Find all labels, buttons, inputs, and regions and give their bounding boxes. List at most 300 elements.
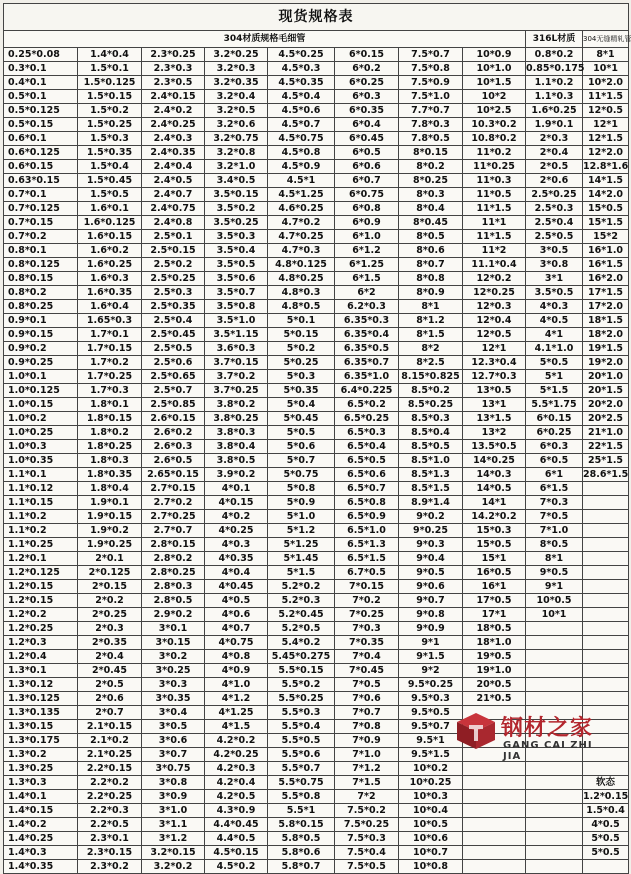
table-cell: 5.5*0.3 — [268, 706, 335, 720]
table-cell: 1.0*0.3 — [4, 440, 78, 454]
table-cell: 1.2*0.15 — [4, 580, 78, 594]
table-cell: 3*0.2 — [142, 650, 205, 664]
table-cell: 4.5*0.75 — [268, 132, 335, 146]
table-cell: 2.5*0.1 — [142, 230, 205, 244]
table-cell: 5*1 — [526, 370, 583, 384]
table-cell: 6*0.25 — [335, 76, 399, 90]
table-cell: 1.8*0.2 — [78, 426, 142, 440]
table-cell — [463, 804, 526, 818]
table-cell: 7*0.6 — [335, 692, 399, 706]
table-cell: 1.7*0.25 — [78, 370, 142, 384]
table-row — [4, 398, 629, 412]
table-cell: 3.7*0.2 — [205, 370, 268, 384]
table-cell: 0.25*0.08 — [4, 48, 78, 62]
table-cell: 1.6*0.2 — [78, 244, 142, 258]
table-cell — [583, 566, 629, 580]
table-cell: 9*0.25 — [399, 524, 463, 538]
table-cell: 13*1.5 — [463, 412, 526, 426]
table-cell: 14*0.5 — [463, 482, 526, 496]
table-cell: 2.4*0.8 — [142, 216, 205, 230]
table-row — [4, 104, 629, 118]
table-cell: 4.5*0.4 — [268, 90, 335, 104]
table-cell: 3.2*0.3 — [205, 62, 268, 76]
table-cell: 2.1*0.25 — [78, 748, 142, 762]
table-cell: 10*0.3 — [399, 790, 463, 804]
table-cell: 1.5*0.4 — [583, 804, 629, 818]
table-cell: 4.8*0.3 — [268, 286, 335, 300]
table-cell: 9*0.6 — [399, 580, 463, 594]
table-cell: 2.8*0.25 — [142, 566, 205, 580]
table-cell: 8*0.25 — [399, 174, 463, 188]
table-cell: 18*1.0 — [463, 636, 526, 650]
table-cell: 5*0.5 — [526, 356, 583, 370]
table-cell — [463, 860, 526, 874]
table-cell: 6*0.25 — [526, 426, 583, 440]
table-cell — [526, 846, 583, 860]
table-cell: 5.5*0.2 — [268, 678, 335, 692]
table-cell: 19*2.0 — [583, 356, 629, 370]
table-cell: 7.5*0.2 — [335, 804, 399, 818]
table-cell: 1.9*0.2 — [78, 524, 142, 538]
table-cell — [583, 860, 629, 874]
table-cell: 3.5*0.7 — [205, 286, 268, 300]
table-cell: 5*0.8 — [268, 482, 335, 496]
table-cell: 3.5*0.2 — [205, 202, 268, 216]
table-cell — [583, 510, 629, 524]
table-cell: 1.6*0.125 — [78, 216, 142, 230]
table-cell: 4*0.2 — [205, 510, 268, 524]
table-cell: 5.2*0.2 — [268, 580, 335, 594]
table-cell: 5.8*0.6 — [268, 846, 335, 860]
table-cell: 0.5*0.1 — [4, 90, 78, 104]
table-cell: 0.63*0.15 — [4, 174, 78, 188]
table-cell: 8*0.2 — [399, 160, 463, 174]
table-cell: 2*0.15 — [78, 580, 142, 594]
table-cell — [463, 776, 526, 790]
table-cell: 4.2*0.3 — [205, 762, 268, 776]
table-cell: 6.2*0.3 — [335, 300, 399, 314]
table-cell: 1.3*0.135 — [4, 706, 78, 720]
table-cell: 12*1.5 — [583, 132, 629, 146]
table-cell — [583, 538, 629, 552]
table-cell: 9*1.5 — [399, 650, 463, 664]
table-cell: 4*0.9 — [205, 664, 268, 678]
table-cell: 1.4*0.4 — [78, 48, 142, 62]
table-cell: 8*0.8 — [399, 272, 463, 286]
table-cell: 18*1.5 — [583, 314, 629, 328]
table-cell: 4*0.35 — [205, 552, 268, 566]
table-cell: 1.5*0.15 — [78, 90, 142, 104]
table-cell: 5*1.45 — [268, 552, 335, 566]
table-cell: 0.5*0.15 — [4, 118, 78, 132]
table-cell: 6.35*0.4 — [335, 328, 399, 342]
table-cell: 8.5*0.3 — [399, 412, 463, 426]
table-cell: 2.5*0.3 — [526, 202, 583, 216]
table-cell: 1.2*0.1 — [4, 552, 78, 566]
table-row — [4, 692, 629, 706]
table-cell: 8.5*1.5 — [399, 482, 463, 496]
table-cell: 1.2*0.2 — [4, 608, 78, 622]
table-cell — [583, 552, 629, 566]
table-cell: 3.7*0.25 — [205, 384, 268, 398]
table-cell: 4.8*0.25 — [268, 272, 335, 286]
table-cell: 1.7*0.2 — [78, 356, 142, 370]
table-cell: 1.5*0.5 — [78, 188, 142, 202]
table-cell: 2.5*0.45 — [142, 328, 205, 342]
table-cell: 4.5*0.2 — [205, 860, 268, 874]
table-cell: 8*1 — [399, 300, 463, 314]
table-cell: 6*1.2 — [335, 244, 399, 258]
table-cell: 6.5*0.5 — [335, 454, 399, 468]
table-row — [4, 552, 629, 566]
table-cell: 16*1.0 — [583, 244, 629, 258]
table-row — [4, 510, 629, 524]
table-row — [4, 636, 629, 650]
table-cell: 1.8*0.15 — [78, 412, 142, 426]
table-cell: 6.5*0.2 — [335, 398, 399, 412]
table-cell: 8*1 — [526, 552, 583, 566]
table-cell: 3*0.5 — [526, 244, 583, 258]
table-cell: 6.5*0.9 — [335, 510, 399, 524]
table-cell: 4.5*0.6 — [268, 104, 335, 118]
table-row — [4, 776, 629, 790]
table-cell: 5.5*0.8 — [268, 790, 335, 804]
table-cell: 4.5*0.9 — [268, 160, 335, 174]
table-row — [4, 790, 629, 804]
table-row — [4, 622, 629, 636]
table-cell: 7*0.9 — [335, 734, 399, 748]
table-cell: 5.5*0.25 — [268, 692, 335, 706]
table-cell: 11*1.5 — [463, 230, 526, 244]
table-cell: 9.5*0.5 — [399, 706, 463, 720]
table-cell: 5*0.1 — [268, 314, 335, 328]
table-row — [4, 566, 629, 580]
table-cell: 3*0.8 — [142, 776, 205, 790]
table-cell: 7*0.8 — [335, 720, 399, 734]
table-cell: 20*2.0 — [583, 398, 629, 412]
table-row — [4, 90, 629, 104]
table-cell: 15*0.5 — [463, 538, 526, 552]
table-row — [4, 118, 629, 132]
table-cell: 9.5*0.7 — [399, 720, 463, 734]
table-cell: 8*0.9 — [399, 286, 463, 300]
table-cell: 15*1 — [463, 552, 526, 566]
table-cell: 0.4*0.1 — [4, 76, 78, 90]
table-row — [4, 412, 629, 426]
table-row — [4, 496, 629, 510]
table-cell: 12*2.0 — [583, 146, 629, 160]
table-cell: 1.5*0.45 — [78, 174, 142, 188]
table-cell: 9*0.8 — [399, 608, 463, 622]
table-cell: 2.6*0.3 — [142, 440, 205, 454]
table-cell: 9*1 — [526, 580, 583, 594]
table-cell: 7*1.5 — [335, 776, 399, 790]
table-cell: 3.5*1.15 — [205, 328, 268, 342]
table-cell: 7.5*0.25 — [335, 818, 399, 832]
table-cell: 6*0.5 — [526, 454, 583, 468]
table-cell: 4*0.75 — [205, 636, 268, 650]
table-cell: 11*2 — [463, 244, 526, 258]
table-cell: 5.5*0.6 — [268, 748, 335, 762]
table-cell: 19*1.5 — [583, 342, 629, 356]
table-cell: 1.1*0.2 — [4, 524, 78, 538]
table-cell: 6*2 — [335, 286, 399, 300]
table-cell: 5*0.9 — [268, 496, 335, 510]
table-cell: 1.4*0.2 — [4, 818, 78, 832]
table-cell: 1.3*0.125 — [4, 692, 78, 706]
table-cell: 3.8*0.25 — [205, 412, 268, 426]
table-cell: 2.2*0.25 — [78, 790, 142, 804]
table-cell: 10*1 — [583, 62, 629, 76]
table-cell: 3*0.5 — [142, 720, 205, 734]
table-row — [4, 454, 629, 468]
table-row — [4, 48, 629, 62]
table-cell: 3.2*0.25 — [205, 48, 268, 62]
table-row — [4, 174, 629, 188]
table-cell: 3.8*0.3 — [205, 426, 268, 440]
table-cell: 1.1*0.25 — [4, 538, 78, 552]
table-cell: 21*0.5 — [463, 692, 526, 706]
table-cell: 9.5*1 — [399, 734, 463, 748]
table-cell: 3.2*0.2 — [142, 860, 205, 874]
table-cell: 8*0.15 — [399, 146, 463, 160]
table-cell: 4.6*0.25 — [268, 202, 335, 216]
cube-logo-icon — [455, 711, 497, 751]
table-cell: 2.2*0.5 — [78, 818, 142, 832]
table-cell: 1.2*0.4 — [4, 650, 78, 664]
table-cell: 25*1.5 — [583, 454, 629, 468]
table-cell: 6*1.25 — [335, 258, 399, 272]
table-cell: 4.8*0.5 — [268, 300, 335, 314]
table-cell: 0.7*0.2 — [4, 230, 78, 244]
table-cell: 8*1 — [583, 48, 629, 62]
table-cell: 17*2.0 — [583, 300, 629, 314]
group-header-seamless: 304无缝精轧管 — [583, 31, 629, 48]
table-cell: 1.8*0.35 — [78, 468, 142, 482]
table-row — [4, 594, 629, 608]
table-cell: 7*0.4 — [335, 650, 399, 664]
table-cell: 1.0*0.125 — [4, 384, 78, 398]
table-cell: 16*1.5 — [583, 258, 629, 272]
table-row — [4, 146, 629, 160]
table-row — [4, 678, 629, 692]
page-title: 现货规格表 — [4, 4, 629, 31]
table-cell — [526, 860, 583, 874]
table-cell: 3.2*0.8 — [205, 146, 268, 160]
table-cell — [526, 776, 583, 790]
table-cell: 11*0.3 — [463, 174, 526, 188]
table-cell: 1.1*0.2 — [526, 76, 583, 90]
table-cell: 3*0.1 — [142, 622, 205, 636]
table-cell: 0.8*0.2 — [4, 286, 78, 300]
watermark-logo — [455, 709, 605, 762]
table-row — [4, 608, 629, 622]
table-cell — [526, 762, 583, 776]
table-cell: 1.1*0.3 — [526, 90, 583, 104]
table-cell: 17*1 — [463, 608, 526, 622]
table-cell: 10*0.7 — [399, 846, 463, 860]
table-cell: 6.5*0.4 — [335, 440, 399, 454]
table-cell — [583, 496, 629, 510]
table-cell: 1.2*0.15 — [583, 790, 629, 802]
table-cell: 7.5*1.0 — [399, 90, 463, 104]
table-row — [4, 846, 629, 860]
table-cell: 5*0.7 — [268, 454, 335, 468]
table-cell: 2*0.4 — [526, 146, 583, 160]
table-cell: 2*0.5 — [78, 678, 142, 692]
table-cell: 11*0.25 — [463, 160, 526, 174]
table-cell: 3.5*0.3 — [205, 230, 268, 244]
table-cell: 8.9*1.4 — [399, 496, 463, 510]
table-cell: 1.5*0.2 — [78, 104, 142, 118]
table-cell: 10*2.5 — [463, 104, 526, 118]
table-cell: 11.1*0.4 — [463, 258, 526, 272]
table-cell: 12*0.2 — [463, 272, 526, 286]
table-cell: 16*2.0 — [583, 272, 629, 286]
table-cell: 0.8*0.2 — [526, 48, 583, 62]
table-cell: 10*1.5 — [463, 76, 526, 90]
table-cell: 1.6*0.25 — [526, 104, 583, 118]
table-cell: 6*0.8 — [335, 202, 399, 216]
table-cell: 4*0.5 — [205, 594, 268, 608]
table-cell: 3.2*0.6 — [205, 118, 268, 132]
table-cell: 2.6*0.15 — [142, 412, 205, 426]
table-cell — [463, 846, 526, 860]
table-cell: 3.5*0.5 — [205, 258, 268, 272]
table-cell: 2.8*0.3 — [142, 580, 205, 594]
table-row — [4, 286, 629, 300]
table-cell: 0.3*0.1 — [4, 62, 78, 76]
table-cell — [583, 524, 629, 538]
table-cell: 1.3*0.12 — [4, 678, 78, 692]
table-cell: 6.4*0.225 — [335, 384, 399, 398]
table-cell: 7.5*0.9 — [399, 76, 463, 90]
table-cell: 3.2*0.35 — [205, 76, 268, 90]
table-cell: 1.9*0.1 — [526, 118, 583, 132]
table-cell: 4.7*0.25 — [268, 230, 335, 244]
table-cell: 13.5*0.5 — [463, 440, 526, 454]
table-cell — [526, 832, 583, 846]
table-row — [4, 762, 629, 776]
table-cell: 2.5*0.35 — [142, 300, 205, 314]
table-cell: 5.8*0.7 — [268, 860, 335, 874]
table-cell: 5*0.75 — [268, 468, 335, 482]
table-cell: 1.3*0.175 — [4, 734, 78, 748]
table-cell: 3*1.1 — [142, 818, 205, 832]
table-cell: 6*0.15 — [526, 412, 583, 426]
table-cell: 1.6*0.4 — [78, 300, 142, 314]
table-cell: 3.6*0.3 — [205, 342, 268, 356]
table-cell: 3*0.15 — [142, 636, 205, 650]
table-cell — [583, 580, 629, 594]
table-cell: 10*1 — [526, 608, 583, 622]
table-row — [4, 300, 629, 314]
table-cell: 3.9*0.2 — [205, 468, 268, 482]
table-cell: 1.0*0.35 — [4, 454, 78, 468]
table-cell: 12*0.5 — [583, 104, 629, 118]
table-cell: 3.7*0.15 — [205, 356, 268, 370]
table-cell: 12.8*1.6 — [583, 160, 629, 172]
table-cell: 2*0.45 — [78, 664, 142, 678]
table-cell: 1.4*0.1 — [4, 790, 78, 804]
table-cell: 3.5*0.4 — [205, 244, 268, 258]
table-cell: 1.4*0.35 — [4, 860, 78, 874]
table-cell: 4.5*0.25 — [268, 48, 335, 62]
table-row — [4, 76, 629, 90]
table-cell: 1.4*0.15 — [4, 804, 78, 818]
table-cell: 1.2*0.25 — [4, 622, 78, 636]
table-cell: 0.8*0.25 — [4, 300, 78, 314]
table-cell: 2.5*0.5 — [526, 230, 583, 244]
table-cell: 1.8*0.1 — [78, 398, 142, 412]
table-row — [4, 482, 629, 496]
table-cell: 7.5*0.7 — [399, 48, 463, 62]
table-cell: 8*1.5 — [399, 328, 463, 342]
table-cell: 2.5*0.6 — [142, 356, 205, 370]
table-cell: 10*0.5 — [526, 594, 583, 608]
table-row — [4, 650, 629, 664]
table-cell: 10*2 — [463, 90, 526, 104]
table-cell: 5*0.4 — [268, 398, 335, 412]
table-cell: 2.7*0.2 — [142, 496, 205, 510]
table-cell: 2*0.5 — [526, 160, 583, 174]
table-cell: 11*1 — [463, 216, 526, 230]
table-cell: 6*1 — [526, 468, 583, 482]
table-cell: 20*1.0 — [583, 370, 629, 384]
table-cell: 4.2*0.5 — [205, 790, 268, 804]
table-cell — [526, 804, 583, 818]
table-cell: 2*0.35 — [78, 636, 142, 650]
table-cell — [583, 608, 629, 622]
table-cell: 2*0.4 — [78, 650, 142, 664]
table-cell: 10*0.9 — [463, 48, 526, 62]
table-cell: 3*0.3 — [142, 678, 205, 692]
table-cell: 7.5*0.3 — [335, 832, 399, 846]
table-cell: 5*0.45 — [268, 412, 335, 426]
table-cell: 3*1.0 — [142, 804, 205, 818]
table-cell: 1.5*0.4 — [78, 160, 142, 174]
table-cell: 6*0.4 — [335, 118, 399, 132]
table-cell — [583, 692, 629, 706]
table-cell: 5*0.5 — [583, 832, 629, 846]
table-cell: 5*1.25 — [268, 538, 335, 552]
table-cell: 12*0.4 — [463, 314, 526, 328]
table-cell: 2.4*0.25 — [142, 118, 205, 132]
table-cell: 5*1.5 — [268, 566, 335, 580]
table-cell: 2.9*0.2 — [142, 608, 205, 622]
table-cell — [583, 678, 629, 692]
table-cell: 0.5*0.125 — [4, 104, 78, 118]
table-cell: 4.5*0.3 — [268, 62, 335, 76]
table-cell: 5*0.2 — [268, 342, 335, 356]
table-cell: 6*1.0 — [335, 230, 399, 244]
table-cell: 2.3*0.5 — [142, 76, 205, 90]
table-cell: 5.2*0.5 — [268, 622, 335, 636]
table-cell: 1.5*0.35 — [78, 146, 142, 160]
table-cell: 4.5*1 — [268, 174, 335, 188]
table-cell — [583, 636, 629, 650]
table-cell: 6*0.2 — [335, 62, 399, 76]
table-cell: 1.8*0.25 — [78, 440, 142, 454]
table-cell: 1.7*0.3 — [78, 384, 142, 398]
table-cell: 9*0.5 — [526, 566, 583, 580]
table-row — [4, 538, 629, 552]
table-row — [4, 62, 629, 76]
table-cell: 3.8*0.5 — [205, 454, 268, 468]
table-cell: 1.5*0.3 — [78, 132, 142, 146]
table-cell: 4.5*0.8 — [268, 146, 335, 160]
table-row — [4, 216, 629, 230]
